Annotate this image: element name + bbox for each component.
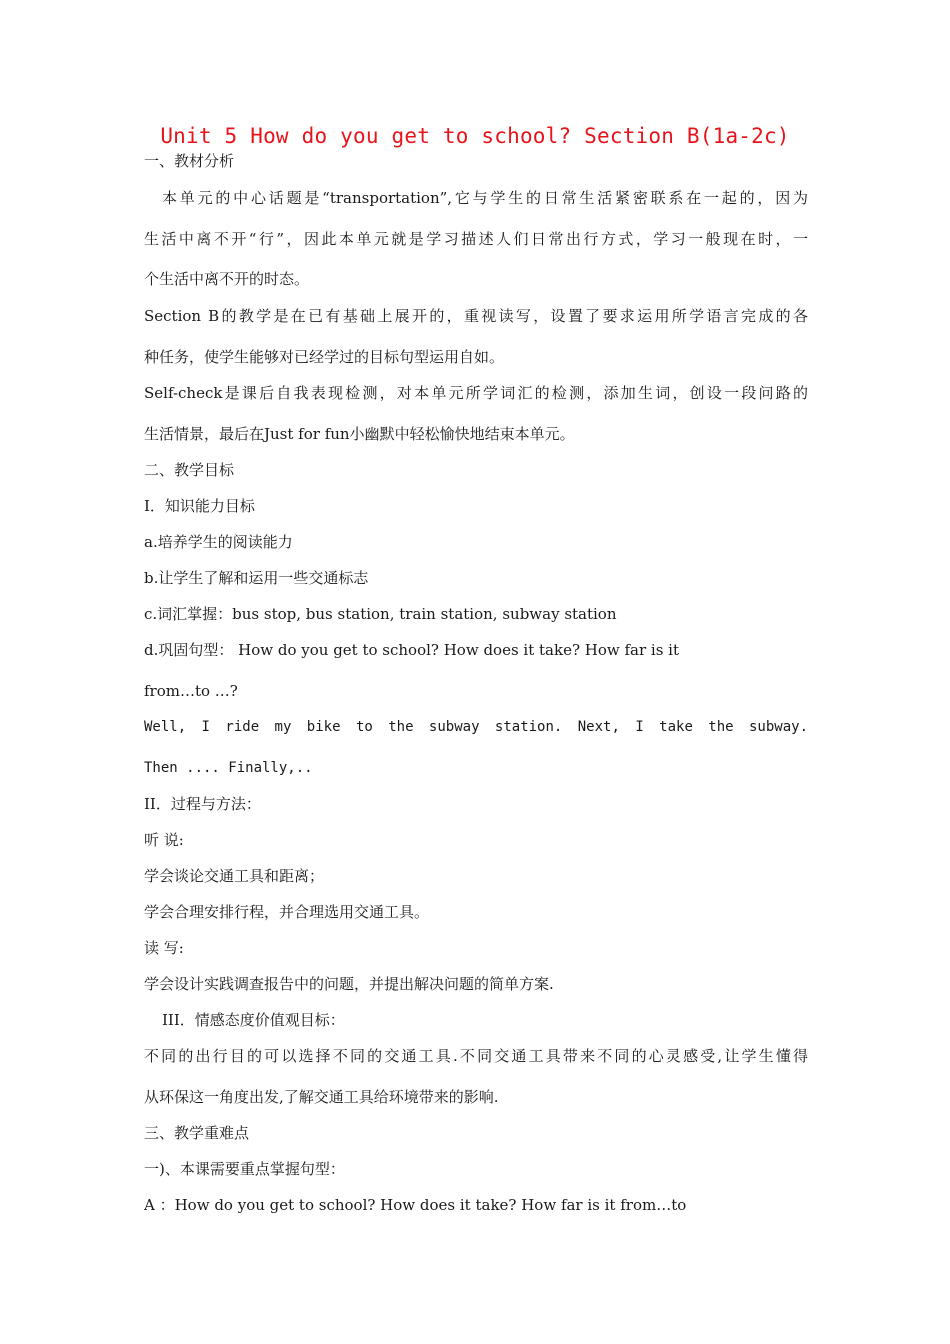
example-sentence: A ：How do you get to school? How does it take? How far is it from…to	[144, 1196, 687, 1214]
example-sentence: Well, I ride my bike to the subway station. Next, I take the subway.	[144, 719, 808, 735]
subheading-knowledge: I．知识能力目标	[144, 497, 255, 515]
section-heading-objectives: 二、教学目标	[144, 461, 235, 479]
subheading-read-write: 读 写:	[144, 939, 184, 957]
paragraph-line: 本单元的中心话题是“transportation”,它与学生的日常生活紧密联系在一起的，因为	[162, 189, 808, 207]
paragraph-line: 种任务，使学生能够对已经学过的目标句型运用自如。	[144, 348, 505, 366]
subheading-process: II．过程与方法：	[144, 795, 261, 813]
paragraph-line: 个生活中离不开的时态。	[144, 270, 310, 288]
document-title: Unit 5 How do you get to school? Section B(1a-2c)	[160, 124, 790, 148]
paragraph-line: 不同的出行目的可以选择不同的交通工具.不同交通工具带来不同的心灵感受,让学生懂得	[144, 1047, 808, 1065]
paragraph-line: Section B的教学是在已有基础上展开的，重视读写，设置了要求运用所学语言完成的各	[144, 307, 808, 325]
list-item-sentence-patterns: d.巩固句型： How do you get to school? How does it take? How far is it	[144, 641, 679, 659]
list-item-vocabulary: c.词汇掌握：bus stop, bus station, train station, subway station	[144, 605, 617, 623]
subheading-listen-speak: 听 说:	[144, 831, 184, 849]
subheading-attitude: III．情感态度价值观目标：	[162, 1011, 345, 1029]
subheading-key-sentences: 一)、本课需要重点掌握句型：	[144, 1160, 345, 1178]
section-heading-analysis: 一、教材分析	[144, 152, 235, 170]
example-sentence: Then .... Finally,..	[144, 760, 313, 776]
paragraph-line: 生活情景，最后在Just for fun小幽默中轻松愉快地结束本单元。	[144, 425, 575, 443]
paragraph-line: from…to …?	[144, 682, 238, 700]
paragraph-line: 生活中离不开“行”，因此本单元就是学习描述人们日常出行方式，学习一般现在时，一	[144, 230, 808, 248]
paragraph-line: 学会谈论交通工具和距离；	[144, 867, 325, 885]
paragraph-line: Self-check是课后自我表现检测，对本单元所学词汇的检测，添加生词，创设一段问路的	[144, 384, 808, 402]
paragraph-line: 学会设计实践调查报告中的问题，并提出解决问题的简单方案.	[144, 975, 554, 993]
paragraph-line: 学会合理安排行程，并合理选用交通工具。	[144, 903, 430, 921]
list-item: b.让学生了解和运用一些交通标志	[144, 569, 369, 587]
section-heading-key-points: 三、教学重难点	[144, 1124, 250, 1142]
list-item: a.培养学生的阅读能力	[144, 533, 293, 551]
paragraph-line: 从环保这一角度出发,了解交通工具给环境带来的影响.	[144, 1088, 499, 1106]
